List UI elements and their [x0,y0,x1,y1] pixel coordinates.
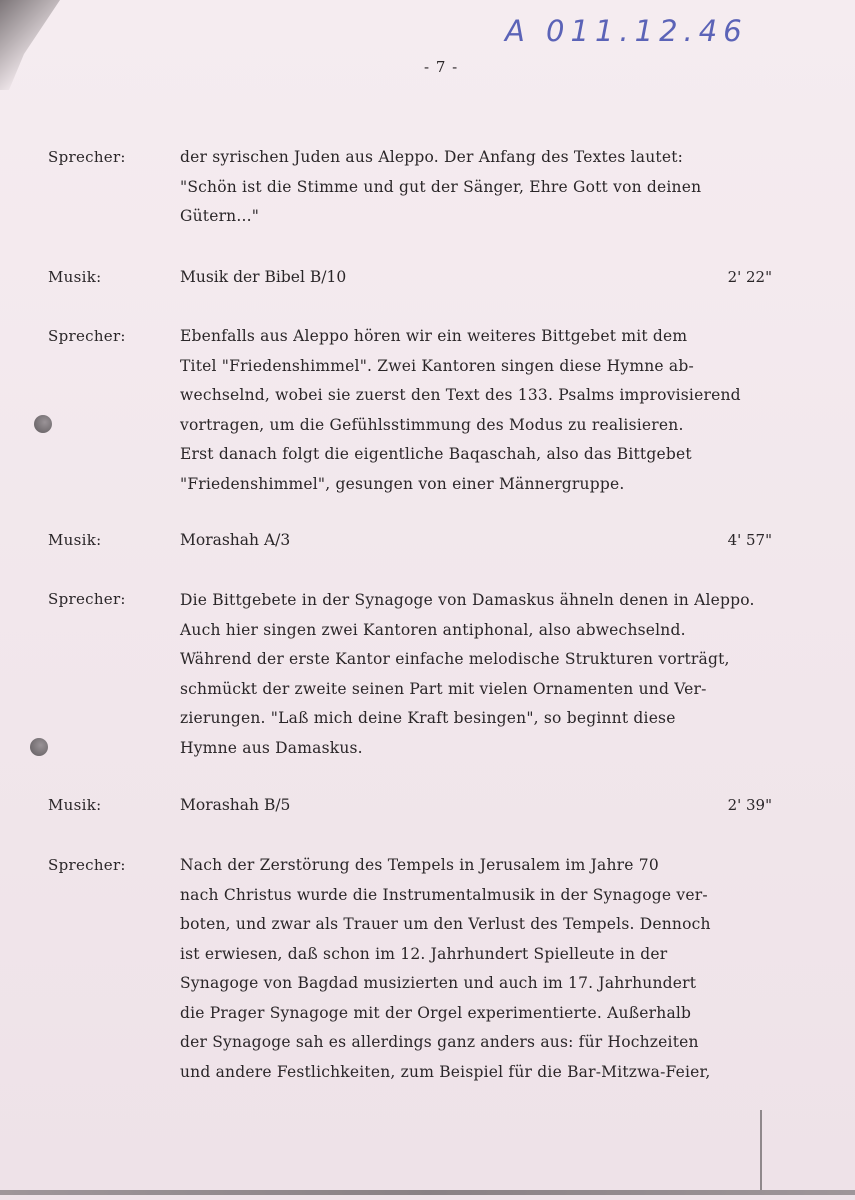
text-line: Gütern..." [180,207,260,225]
speech-block [180,851,800,1087]
text-line: Die Bittgebete in der Synagoge von Damaskus ähneln denen in Aleppo. [180,591,755,609]
text-line: Auch hier singen zwei Kantoren antiphonal, also abwechselnd. [180,620,686,639]
music-title: Morashah B/5 [180,796,291,814]
text-line: Titel "Friedenshimmel". Zwei Kantoren singen diese Hymne ab- [180,356,694,375]
text-line: Erst danach folgt die eigentliche Baqaschah, also das Bittgebet [180,445,692,463]
music-duration: 2' 22" [727,268,772,286]
speech-block [180,322,800,499]
text-line: nach Christus wurde die Instrumentalmusik in der Synagoge ver- [180,885,708,904]
scan-right-mark [760,1110,762,1190]
text-line: und andere Festlichkeiten, zum Beispiel für die Bar-Mitzwa-Feier, [180,1062,711,1081]
punch-hole-mark [30,738,48,756]
speaker-label: Sprecher: [48,148,126,166]
speech-block [180,586,800,763]
music-label: Musik: [48,268,102,286]
music-duration: 2' 39" [727,796,772,814]
text-line: boten, und zwar als Trauer um den Verlust des Tempels. Dennoch [180,915,711,933]
text-line: die Prager Synagoge mit der Orgel experimentierte. Außerhalb [180,1003,692,1022]
text-line: Synagoge von Bagdad musizierten und auch im 17. Jahrhundert [180,974,697,992]
text-line: "Friedenshimmel", gesungen von einer Männergruppe. [180,474,625,493]
speech-block [180,143,800,232]
text-line: zierungen. "Laß mich deine Kraft besingen", so beginnt diese [180,709,676,727]
text-line: wechselnd, wobei sie zuerst den Text des 133. Psalms improvisierend [180,386,741,404]
music-duration: 4' 57" [727,531,772,549]
text-line: vortragen, um die Gefühlsstimmung des Modus zu realisieren. [180,415,684,434]
music-label: Musik: [48,796,102,814]
text-line: Nach der Zerstörung des Tempels in Jerusalem im Jahre 70 [180,856,659,874]
speaker-label: Sprecher: [48,590,126,608]
speaker-label: Sprecher: [48,327,126,345]
text-line: der Synagoge sah es allerdings ganz anders aus: für Hochzeiten [180,1033,699,1051]
archive-number: A 011.12.46 [505,14,748,48]
scan-bottom-edge [0,1190,855,1195]
text-line: der syrischen Juden aus Aleppo. Der Anfang des Textes lautet: [180,148,684,166]
text-line: Hymne aus Damaskus. [180,738,363,757]
text-line: Während der erste Kantor einfache melodische Strukturen vorträgt, [180,650,730,668]
music-label: Musik: [48,531,102,549]
music-title: Morashah A/3 [180,531,291,549]
text-line: Ebenfalls aus Aleppo hören wir ein weiteres Bittgebet mit dem [180,327,688,345]
text-line: ist erwiesen, daß schon im 12. Jahrhundert Spielleute in der [180,944,668,963]
punch-hole-mark [34,415,52,433]
speaker-label: Sprecher: [48,856,126,874]
music-title: Musik der Bibel B/10 [180,268,347,286]
text-line: schmückt der zweite seinen Part mit vielen Ornamenten und Ver- [180,679,707,698]
text-line: "Schön ist die Stimme und gut der Sänger, Ehre Gott von deinen [180,177,702,196]
page-number: - 7 - [424,58,459,76]
scan-corner-shadow [0,0,60,90]
